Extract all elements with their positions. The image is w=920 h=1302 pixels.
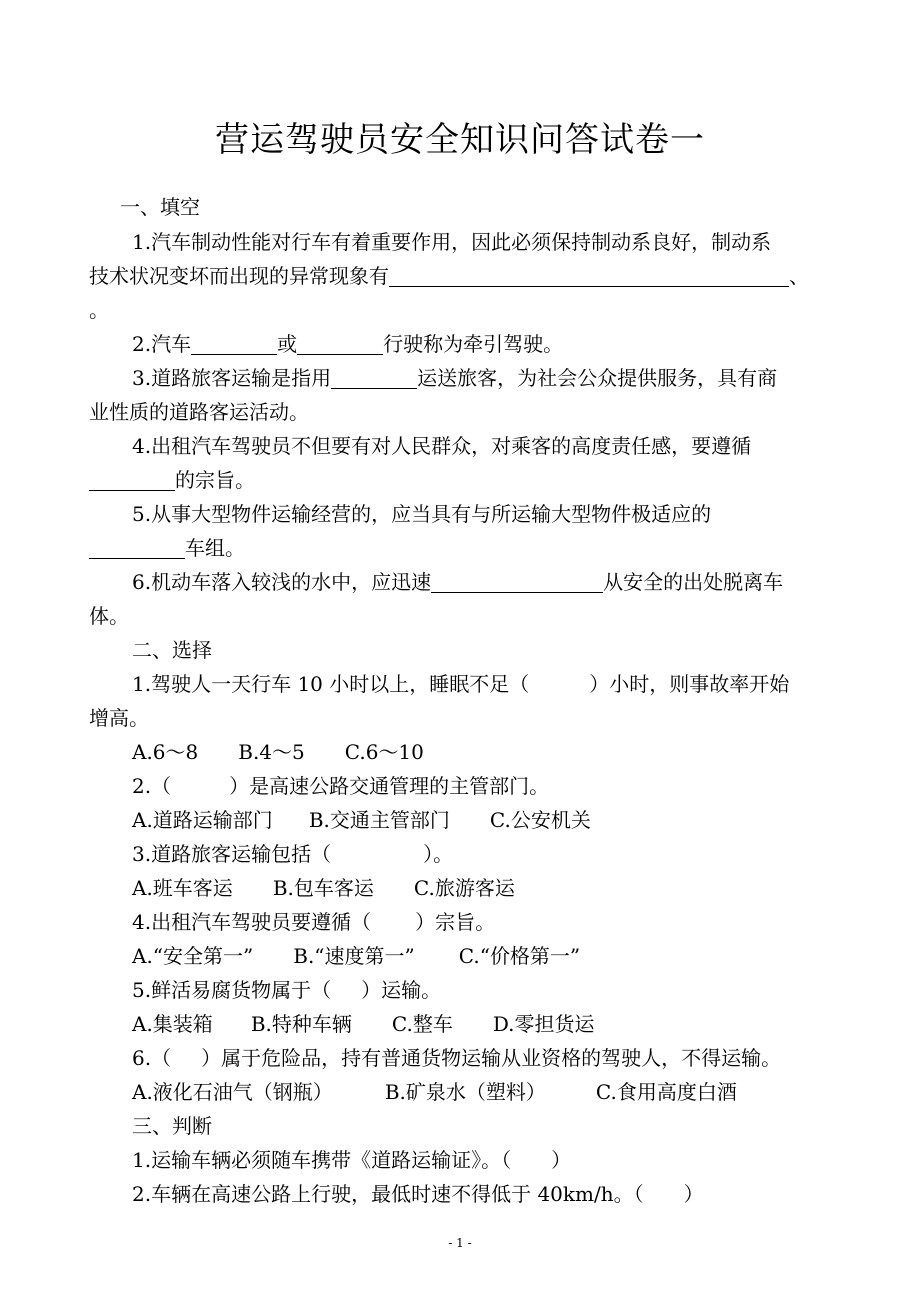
option-c[interactable]: C.公安机关 — [489, 808, 591, 832]
option-c[interactable]: C.整车 — [391, 1012, 453, 1036]
option-b[interactable]: B.包车客运 — [272, 876, 374, 900]
choice-q1-options — [132, 738, 877, 766]
option-a[interactable]: A.班车客运 — [132, 876, 233, 900]
option-c[interactable]: C.6～10 — [344, 740, 424, 764]
option-b[interactable]: B.矿泉水（塑料） — [384, 1080, 546, 1104]
fill-q1-line3: 。 — [89, 298, 109, 322]
option-b[interactable]: B.特种车辆 — [250, 1012, 352, 1036]
choice-q1-line1: 1.驾驶人一天行车 10 小时以上，睡眠不足（ ）小时，则事故率开始 — [132, 672, 790, 696]
option-b[interactable]: B.“速度第一” — [293, 944, 415, 968]
option-c[interactable]: C.“价格第一” — [458, 944, 581, 968]
page-title: 营运驾驶员安全知识问答试卷一 — [215, 120, 705, 160]
choice-q2-options — [132, 806, 877, 834]
option-a[interactable]: A.集装箱 — [132, 1012, 213, 1036]
option-a[interactable]: A.液化石油气（钢瓶） — [132, 1080, 333, 1104]
choice-q5: 5.鲜活易腐货物属于（ ）运输。 — [132, 978, 442, 1002]
choice-q2: 2.（ ）是高速公路交通管理的主管部门。 — [132, 774, 550, 798]
fill-q5-line2: 车组。 — [89, 534, 834, 562]
answer-blank[interactable] — [89, 468, 175, 491]
judge-q2: 2.车辆在高速公路上行驶，最低时速不得低于 40km/h。（ ） — [132, 1182, 704, 1206]
choice-q4: 4.出租汽车驾驶员要遵循（ ）宗旨。 — [132, 910, 496, 934]
option-a[interactable]: A.“安全第一” — [132, 944, 254, 968]
choice-q6: 6.（ ）属于危险品，持有普通货物运输从业资格的驾驶人，不得运输。 — [132, 1046, 782, 1070]
choice-q3-options — [132, 874, 877, 902]
fill-q3-line2: 业性质的道路客运活动。 — [89, 400, 309, 424]
answer-blank[interactable] — [191, 332, 277, 355]
fill-q1-line1: 1.汽车制动性能对行车有着重要作用，因此必须保持制动系良好，制动系 — [132, 230, 772, 254]
option-b[interactable]: B.交通主管部门 — [308, 808, 450, 832]
choice-q5-options — [132, 1010, 877, 1038]
section-heading-fill: 一、填空 — [120, 195, 200, 219]
fill-q6-line1: 6.机动车落入较浅的水中，应迅速 从安全的出处脱离车 — [132, 570, 784, 594]
choice-q4-options — [132, 942, 877, 970]
fill-q3-line1: 3.道路旅客运输是指用 运送旅客，为社会公众提供服务，具有商 — [132, 366, 778, 390]
answer-blank[interactable] — [89, 536, 185, 559]
section-heading-judge: 三、判断 — [132, 1114, 212, 1138]
fill-q5-line1: 5.从事大型物件运输经营的，应当具有与所运输大型物件极适应的 — [132, 502, 712, 526]
option-c[interactable]: C.旅游客运 — [413, 876, 515, 900]
option-a[interactable]: A.道路运输部门 — [132, 808, 273, 832]
judge-q1: 1.运输车辆必须随车携带《道路运输证》。（ ） — [132, 1148, 572, 1172]
option-d[interactable]: D.零担货运 — [492, 1012, 595, 1036]
fill-q4-line2: 的宗旨。 — [89, 466, 834, 494]
choice-q6-options — [132, 1078, 877, 1106]
answer-blank[interactable] — [331, 366, 417, 389]
answer-blank[interactable] — [297, 332, 383, 355]
fill-q6-line2: 体。 — [89, 604, 129, 628]
section-heading-choice: 二、选择 — [132, 638, 212, 662]
fill-q4-line1: 4.出租汽车驾驶员不但要有对人民群众，对乘客的高度责任感，要遵循 — [132, 434, 752, 458]
choice-q1-line2: 增高。 — [89, 706, 149, 730]
option-c[interactable]: C.食用高度白酒 — [595, 1080, 737, 1104]
fill-q2: 2.汽车 或 行驶称为牵引驾驶。 — [132, 332, 564, 356]
fill-q1-line2: 技术状况变坏而出现的异常现象有 、 — [89, 264, 809, 288]
answer-blank[interactable] — [389, 264, 789, 287]
option-b[interactable]: B.4～5 — [238, 740, 305, 764]
option-a[interactable]: A.6～8 — [132, 740, 199, 764]
page-number: - 1 - — [448, 1236, 472, 1250]
choice-q3: 3.道路旅客运输包括（ ）。 — [132, 842, 454, 866]
answer-blank[interactable] — [431, 570, 603, 593]
